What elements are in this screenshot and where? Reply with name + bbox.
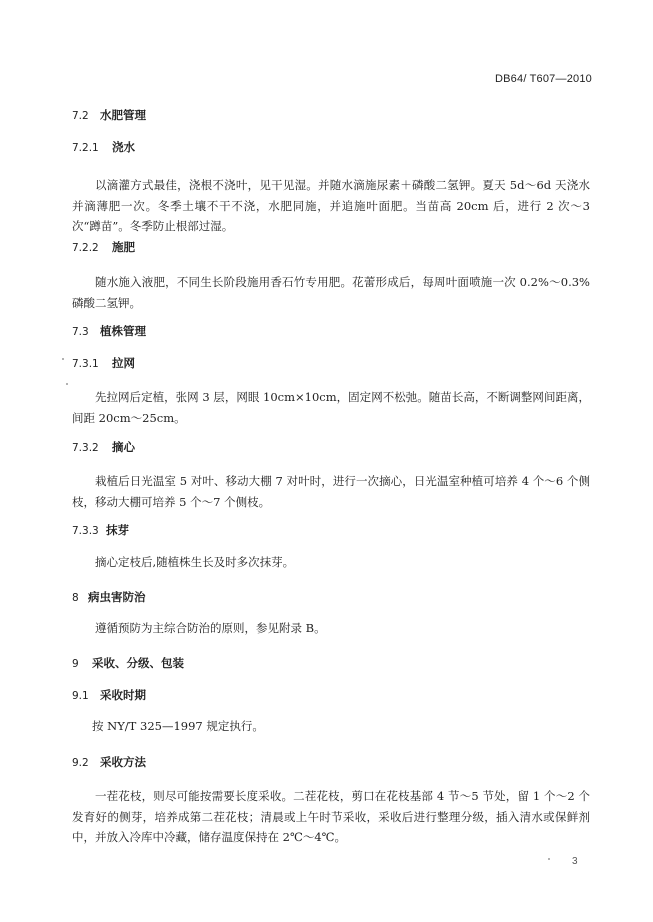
heading-number: 7.3 xyxy=(72,326,89,338)
heading-7-2-2 xyxy=(72,239,135,255)
heading-number: 7.2 xyxy=(72,110,89,122)
heading-title: 抹芽 xyxy=(106,523,129,537)
paragraph-9-1: 按 NY/T 325—1997 规定执行。 xyxy=(92,719,264,733)
heading-number: 7.2.2 xyxy=(72,242,99,254)
paragraph-7-3-2: 栽植后日光温室 5 对叶、移动大棚 7 对叶时，进行一次摘心，日光温室种植可培养 4 个～6 个侧枝，移动大棚可培养 5 个～7 个侧枝。 xyxy=(72,474,590,509)
heading-number: 8 xyxy=(72,592,79,604)
heading-title: 采收时期 xyxy=(100,688,146,702)
paragraph-7-3-1: 先拉网后定植，张网 3 层，网眼 10cm×10cm，固定网不松弛。随苗长高，不断调整网间距离，间距 20cm～25cm。 xyxy=(72,390,590,425)
heading-title: 浇水 xyxy=(112,140,135,154)
standard-code: DB64/ T607—2010 xyxy=(495,73,592,85)
heading-9 xyxy=(72,655,184,671)
heading-7-3-2 xyxy=(72,439,135,455)
heading-title: 水肥管理 xyxy=(100,108,146,122)
heading-title: 病虫害防治 xyxy=(88,590,146,604)
heading-7-2 xyxy=(72,107,146,123)
page-number: 3 xyxy=(572,856,578,867)
scan-speck xyxy=(66,383,68,385)
heading-number: 7.2.1 xyxy=(72,142,99,154)
paragraph-8: 遵循预防为主综合防治的原则，参见附录 B。 xyxy=(95,621,326,635)
heading-title: 采收、分级、包装 xyxy=(92,656,184,670)
heading-7-3-1 xyxy=(72,355,135,371)
paragraph-7-3-3: 摘心定枝后,随植株生长及时多次抹芽。 xyxy=(95,555,295,569)
heading-title: 摘心 xyxy=(112,440,135,454)
heading-7-3 xyxy=(72,323,146,339)
heading-number: 7.3.2 xyxy=(72,442,99,454)
heading-title: 施肥 xyxy=(112,240,135,254)
heading-number: 9.1 xyxy=(72,690,89,702)
heading-number: 7.3.3 xyxy=(72,525,99,537)
heading-7-3-3 xyxy=(72,522,129,538)
heading-title: 植株管理 xyxy=(100,324,146,338)
heading-number: 9 xyxy=(72,658,79,670)
scan-speck xyxy=(62,358,64,360)
heading-number: 9.2 xyxy=(72,757,89,769)
heading-9-1 xyxy=(72,687,146,703)
heading-9-2 xyxy=(72,754,146,770)
heading-7-2-1 xyxy=(72,139,135,155)
paragraph-7-2-2: 随水施入液肥，不同生长阶段施用香石竹专用肥。花蕾形成后，每周叶面喷施一次 0.2%～0.3%磷酸二氢钾。 xyxy=(72,275,590,310)
heading-title: 采收方法 xyxy=(100,755,146,769)
heading-title: 拉网 xyxy=(112,356,135,370)
heading-8 xyxy=(72,589,146,605)
paragraph-7-2-1: 以滴灌方式最佳，浇根不浇叶，见干见湿。并随水滴施尿素＋磷酸二氢钾。夏天 5d～6d 天浇水并滴薄肥一次。冬季土壤不干不浇，水肥同施，并追施叶面肥。当苗高 20cm 后，进行 2 次～3 次“蹲苗”。冬季防止根部过湿。 xyxy=(72,178,590,233)
heading-number: 7.3.1 xyxy=(72,358,99,370)
scan-speck xyxy=(548,858,550,860)
paragraph-9-2: 一茬花枝，则尽可能按需要长度采收。二茬花枝，剪口在花枝基部 4 节～5 节处，留 1 个～2 个发育好的侧芽，培养成第二茬花枝；清晨或上午时节采收，采收后进行整理分级，插入清水或保鲜剂中，并放入冷库中冷藏，储存温度保持在 2℃～4℃。 xyxy=(72,789,590,844)
